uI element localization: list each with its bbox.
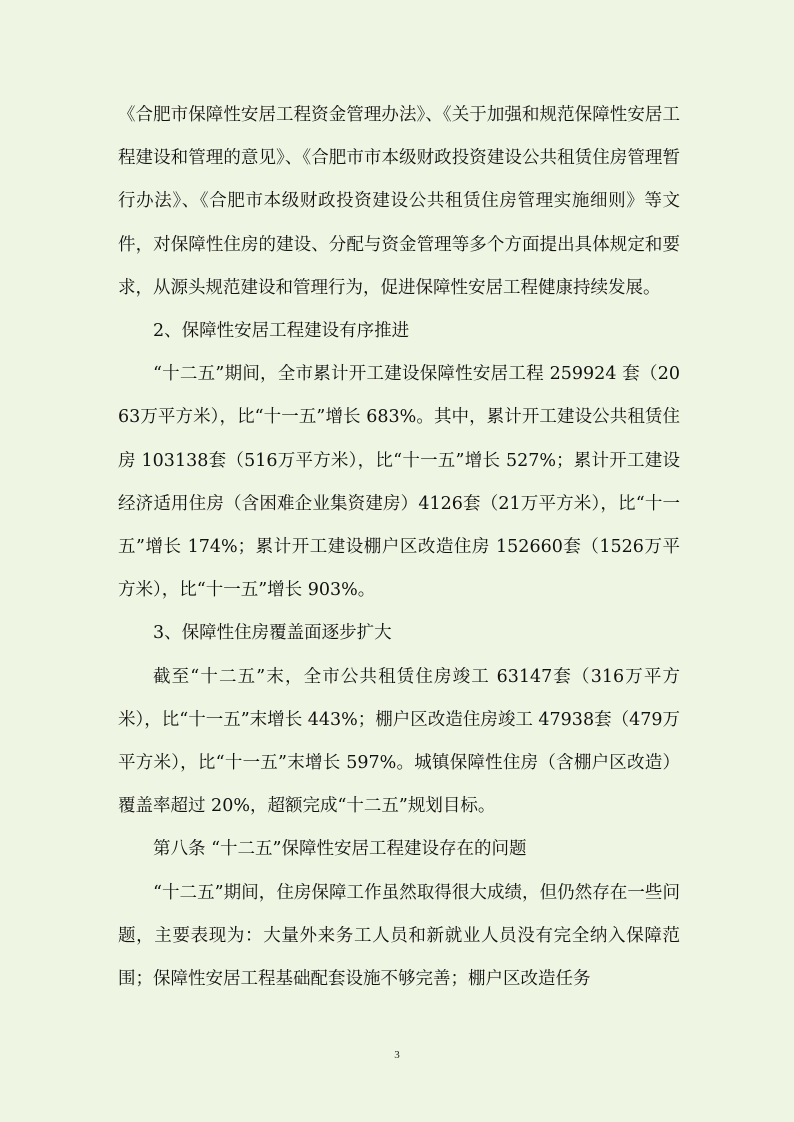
page-number: 3 [394, 1049, 400, 1061]
article-heading-problems: 第八条 “十二五”保障性安居工程建设存在的问题 [153, 839, 527, 860]
section-heading-coverage: 3、保障性住房覆盖面逐步扩大 [153, 623, 392, 644]
paragraph-policy-documents: 《合肥市保障性安居工程资金管理办法》、《关于加强和规范保障性安居工程建设和管理的意见》、《合肥市市本级财政投资建设公共租赁住房管理暂行办法》、《合肥市本级财政投资建设公共租赁住房管理实施细则》等文件，对保障性住房的建设、分配与资金管理等多个方面提出具体规定和要求，从源头规范建设和管理行为，促进保障性安居工程健康持续发展。 [118, 105, 680, 298]
paragraph-coverage: 截至“十二五”末，全市公共租赁住房竣工 63147套（316万平方米），比“十一五”末增长 443%；棚户区改造住房竣工 47938套（479万平方米），比“十一五”末增长 597%。城镇保障性住房（含棚户区改造）覆盖率超过 20%，超额完成“十二五”规划目标。 [118, 666, 680, 817]
paragraph-problems: “十二五”期间，住房保障工作虽然取得很大成绩，但仍然存在一些问题，主要表现为：大量外来务工人员和新就业人员没有完全纳入保障范围；保障性安居工程基础配套设施不够完善；棚户区改造任务 [118, 882, 680, 990]
section-heading-construction: 2、保障性安居工程建设有序推进 [153, 321, 410, 342]
document-body [118, 94, 680, 1001]
paragraph-construction-progress: “十二五”期间，全市累计开工建设保障性安居工程 259924 套（2063万平方米），比“十一五”增长 683%。其中，累计开工建设公共租赁住房 103138套（516万平方米），比“十一五”增长 527%；累计开工建设经济适用住房（含困难企业集资建房）4126套（21万平方米），比“十一五”增长 174%；累计开工建设棚户区改造住房 152660套（1526万平方米），比“十一五”增长 903%。 [118, 364, 680, 601]
